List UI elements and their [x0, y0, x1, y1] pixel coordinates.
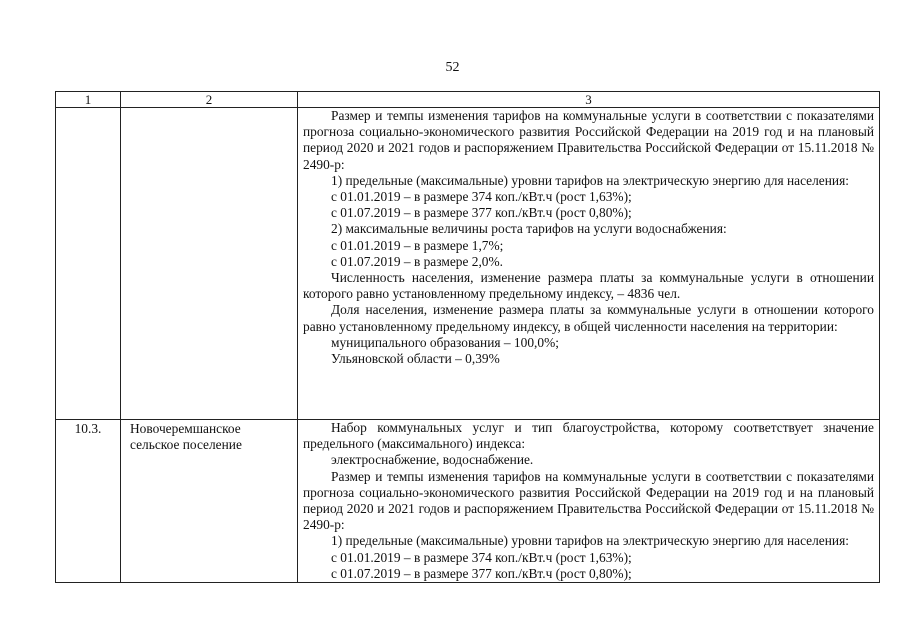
text-line: 2) максимальные величины роста тарифов на услуги водоснабжения: — [331, 221, 727, 237]
paragraph: Размер и темпы изменения тарифов на коммунальные услуги в соответствии с показателями прогноза социально-экономического развития Российской Федерации на 2019 год и на плановый период 2020 и 2021 годов и распоряжением Правительства Российской Федерации от 15.11.2018 № 2490-р: — [303, 108, 874, 172]
text-line: с 01.07.2019 – в размере 2,0%. — [331, 253, 503, 269]
page-number: 52 — [445, 60, 460, 75]
tariff-table — [55, 91, 880, 583]
text-line: с 01.07.2019 – в размере 377 коп./кВт.ч (рост 0,80%); — [331, 205, 632, 221]
row-number — [56, 108, 121, 420]
text-line: с 01.07.2019 – в размере 377 коп./кВт.ч (рост 0,80%); — [331, 565, 632, 581]
row-content — [298, 108, 880, 420]
table-row — [56, 420, 880, 583]
text-line: муниципального образования – 100,0%; — [331, 334, 559, 350]
paragraph: Размер и темпы изменения тарифов на коммунальные услуги в соответствии с показателями прогноза социально-экономического развития Российской Федерации на 2019 год и на плановый период 2020 и 2021 годов и распоряжением Правительства Российской Федерации от 15.11.2018 № 2490-р: — [303, 468, 874, 533]
text-line: Ульяновской области – 0,39% — [331, 351, 500, 367]
text-line: с 01.01.2019 – в размере 1,7%; — [331, 237, 504, 253]
paragraph: Набор коммунальных услуг и тип благоустройства, которому соответствует значение предельного (максимального) индекса: — [303, 420, 874, 452]
text-line: с 01.01.2019 – в размере 374 коп./кВт.ч (рост 1,63%); — [331, 189, 632, 205]
paragraph: Численность населения, изменение размера платы за коммунальные услуги в отношении которого равно установленному предельному индексу, – 4836 чел. — [303, 270, 874, 302]
row-name: Новочеремшанское сельское поселение — [121, 420, 298, 583]
text-line: с 01.01.2019 – в размере 374 коп./кВт.ч (рост 1,63%); — [331, 549, 632, 565]
header-col-3: 3 — [298, 92, 880, 108]
paragraph: 1) предельные (максимальные) уровни тарифов на электрическую энергию для населения: — [331, 533, 849, 549]
table-header-row — [56, 92, 880, 108]
header-col-1: 1 — [56, 92, 121, 108]
table-row — [56, 108, 880, 420]
header-col-2: 2 — [121, 92, 298, 108]
paragraph: 1) предельные (максимальные) уровни тарифов на электрическую энергию для населения: — [331, 172, 849, 188]
text-line: электроснабжение, водоснабжение. — [331, 452, 534, 468]
row-content — [298, 420, 880, 583]
row-name — [121, 108, 298, 420]
paragraph: Доля населения, изменение размера платы за коммунальные услуги в отношении которого равно установленному предельному индексу, в общей численности населения на территории: — [303, 302, 874, 334]
row-number: 10.3. — [56, 420, 121, 583]
